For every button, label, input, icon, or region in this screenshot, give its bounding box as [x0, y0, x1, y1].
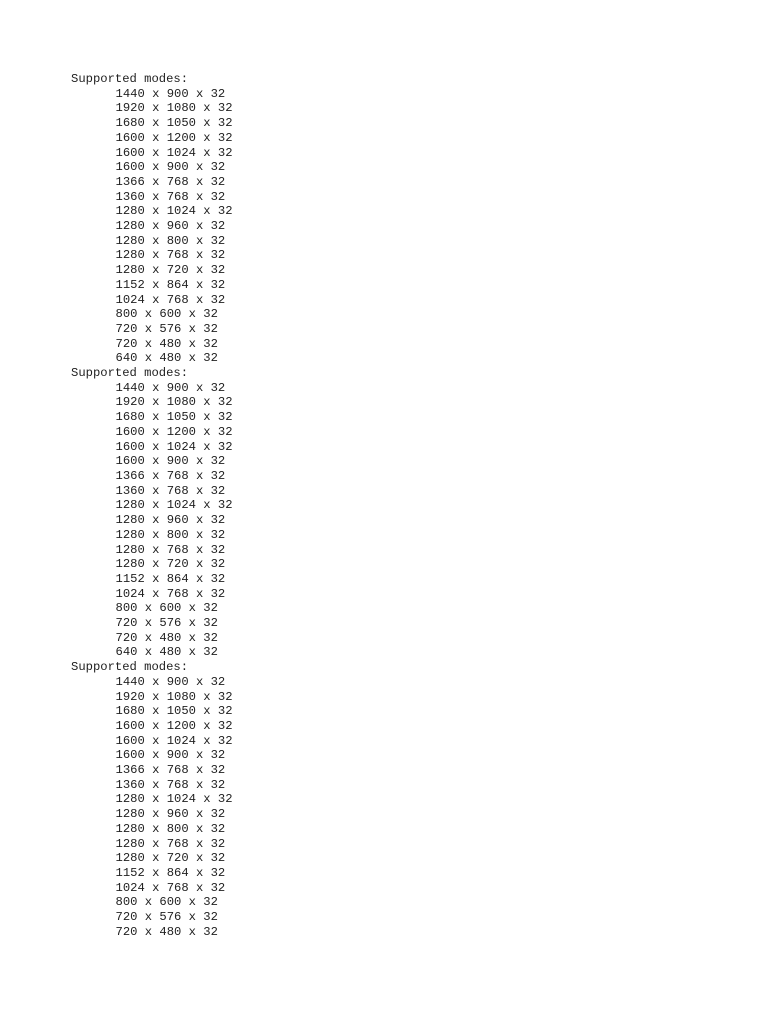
display-mode-line: 1280 x 800 x 32 — [115, 527, 226, 542]
display-mode-line: 1280 x 960 x 32 — [115, 513, 226, 528]
display-mode-line: 1366 x 768 x 32 — [115, 468, 226, 483]
display-mode-line: 1280 x 768 x 32 — [115, 836, 226, 851]
display-mode-line: 1280 x 768 x 32 — [115, 248, 226, 263]
display-mode-line: 720 x 480 x 32 — [115, 924, 218, 939]
display-mode-line: 1920 x 1080 x 32 — [115, 101, 233, 116]
display-mode-line: 1280 x 768 x 32 — [115, 542, 226, 557]
display-mode-line: 1152 x 864 x 32 — [115, 865, 226, 880]
display-mode-line: 1360 x 768 x 32 — [115, 483, 226, 498]
display-mode-line: 800 x 600 x 32 — [115, 307, 218, 322]
display-mode-line: 1360 x 768 x 32 — [115, 777, 226, 792]
display-mode-line: 1680 x 1050 x 32 — [115, 116, 233, 131]
display-mode-line: 1360 x 768 x 32 — [115, 189, 226, 204]
display-mode-line: 1280 x 960 x 32 — [115, 219, 226, 234]
display-mode-line: 640 x 480 x 32 — [115, 351, 218, 366]
display-mode-line: 1280 x 720 x 32 — [115, 263, 226, 278]
display-mode-line: 1680 x 1050 x 32 — [115, 410, 233, 425]
display-mode-line: 720 x 480 x 32 — [115, 630, 218, 645]
display-mode-line: 1600 x 1024 x 32 — [115, 733, 233, 748]
display-mode-line: 1440 x 900 x 32 — [115, 674, 226, 689]
display-mode-line: 720 x 480 x 32 — [115, 336, 218, 351]
display-mode-line: 640 x 480 x 32 — [115, 645, 218, 660]
display-mode-line: 1600 x 900 x 32 — [115, 454, 226, 469]
display-mode-line: 720 x 576 x 32 — [115, 910, 218, 925]
display-mode-line: 720 x 576 x 32 — [115, 616, 218, 631]
display-mode-line: 1280 x 720 x 32 — [115, 557, 226, 572]
display-mode-line: 1280 x 1024 x 32 — [115, 792, 233, 807]
display-mode-line: 1280 x 960 x 32 — [115, 807, 226, 822]
display-mode-line: 1024 x 768 x 32 — [115, 586, 226, 601]
document-body — [71, 72, 233, 939]
display-mode-line: 1440 x 900 x 32 — [115, 86, 226, 101]
display-mode-line: 1600 x 1200 x 32 — [115, 130, 233, 145]
supported-modes-heading: Supported modes: — [71, 660, 189, 675]
display-mode-line: 1366 x 768 x 32 — [115, 763, 226, 778]
display-mode-line: 800 x 600 x 32 — [115, 601, 218, 616]
display-mode-line: 1600 x 1024 x 32 — [115, 439, 233, 454]
display-mode-line: 1280 x 800 x 32 — [115, 821, 226, 836]
display-mode-line: 1152 x 864 x 32 — [115, 277, 226, 292]
display-mode-line: 1440 x 900 x 32 — [115, 380, 226, 395]
display-mode-line: 1280 x 1024 x 32 — [115, 204, 233, 219]
display-mode-line: 1280 x 800 x 32 — [115, 233, 226, 248]
display-mode-line: 1680 x 1050 x 32 — [115, 704, 233, 719]
display-mode-line: 720 x 576 x 32 — [115, 321, 218, 336]
supported-modes-heading: Supported modes: — [71, 72, 189, 86]
modes-block — [71, 660, 233, 939]
display-mode-line: 1600 x 1200 x 32 — [115, 424, 233, 439]
display-mode-line: 1366 x 768 x 32 — [115, 174, 226, 189]
modes-block — [71, 72, 233, 366]
modes-block — [71, 366, 233, 660]
display-mode-line: 1024 x 768 x 32 — [115, 292, 226, 307]
display-mode-line: 1280 x 1024 x 32 — [115, 498, 233, 513]
display-mode-line: 1280 x 720 x 32 — [115, 851, 226, 866]
display-mode-line: 1600 x 900 x 32 — [115, 748, 226, 763]
display-mode-line: 1920 x 1080 x 32 — [115, 689, 233, 704]
display-mode-line: 1024 x 768 x 32 — [115, 880, 226, 895]
display-mode-line: 1920 x 1080 x 32 — [115, 395, 233, 410]
display-mode-line: 1600 x 1024 x 32 — [115, 145, 233, 160]
display-mode-line: 1600 x 1200 x 32 — [115, 718, 233, 733]
supported-modes-heading: Supported modes: — [71, 366, 189, 381]
display-mode-line: 1600 x 900 x 32 — [115, 160, 226, 175]
display-mode-line: 800 x 600 x 32 — [115, 895, 218, 910]
display-mode-line: 1152 x 864 x 32 — [115, 571, 226, 586]
